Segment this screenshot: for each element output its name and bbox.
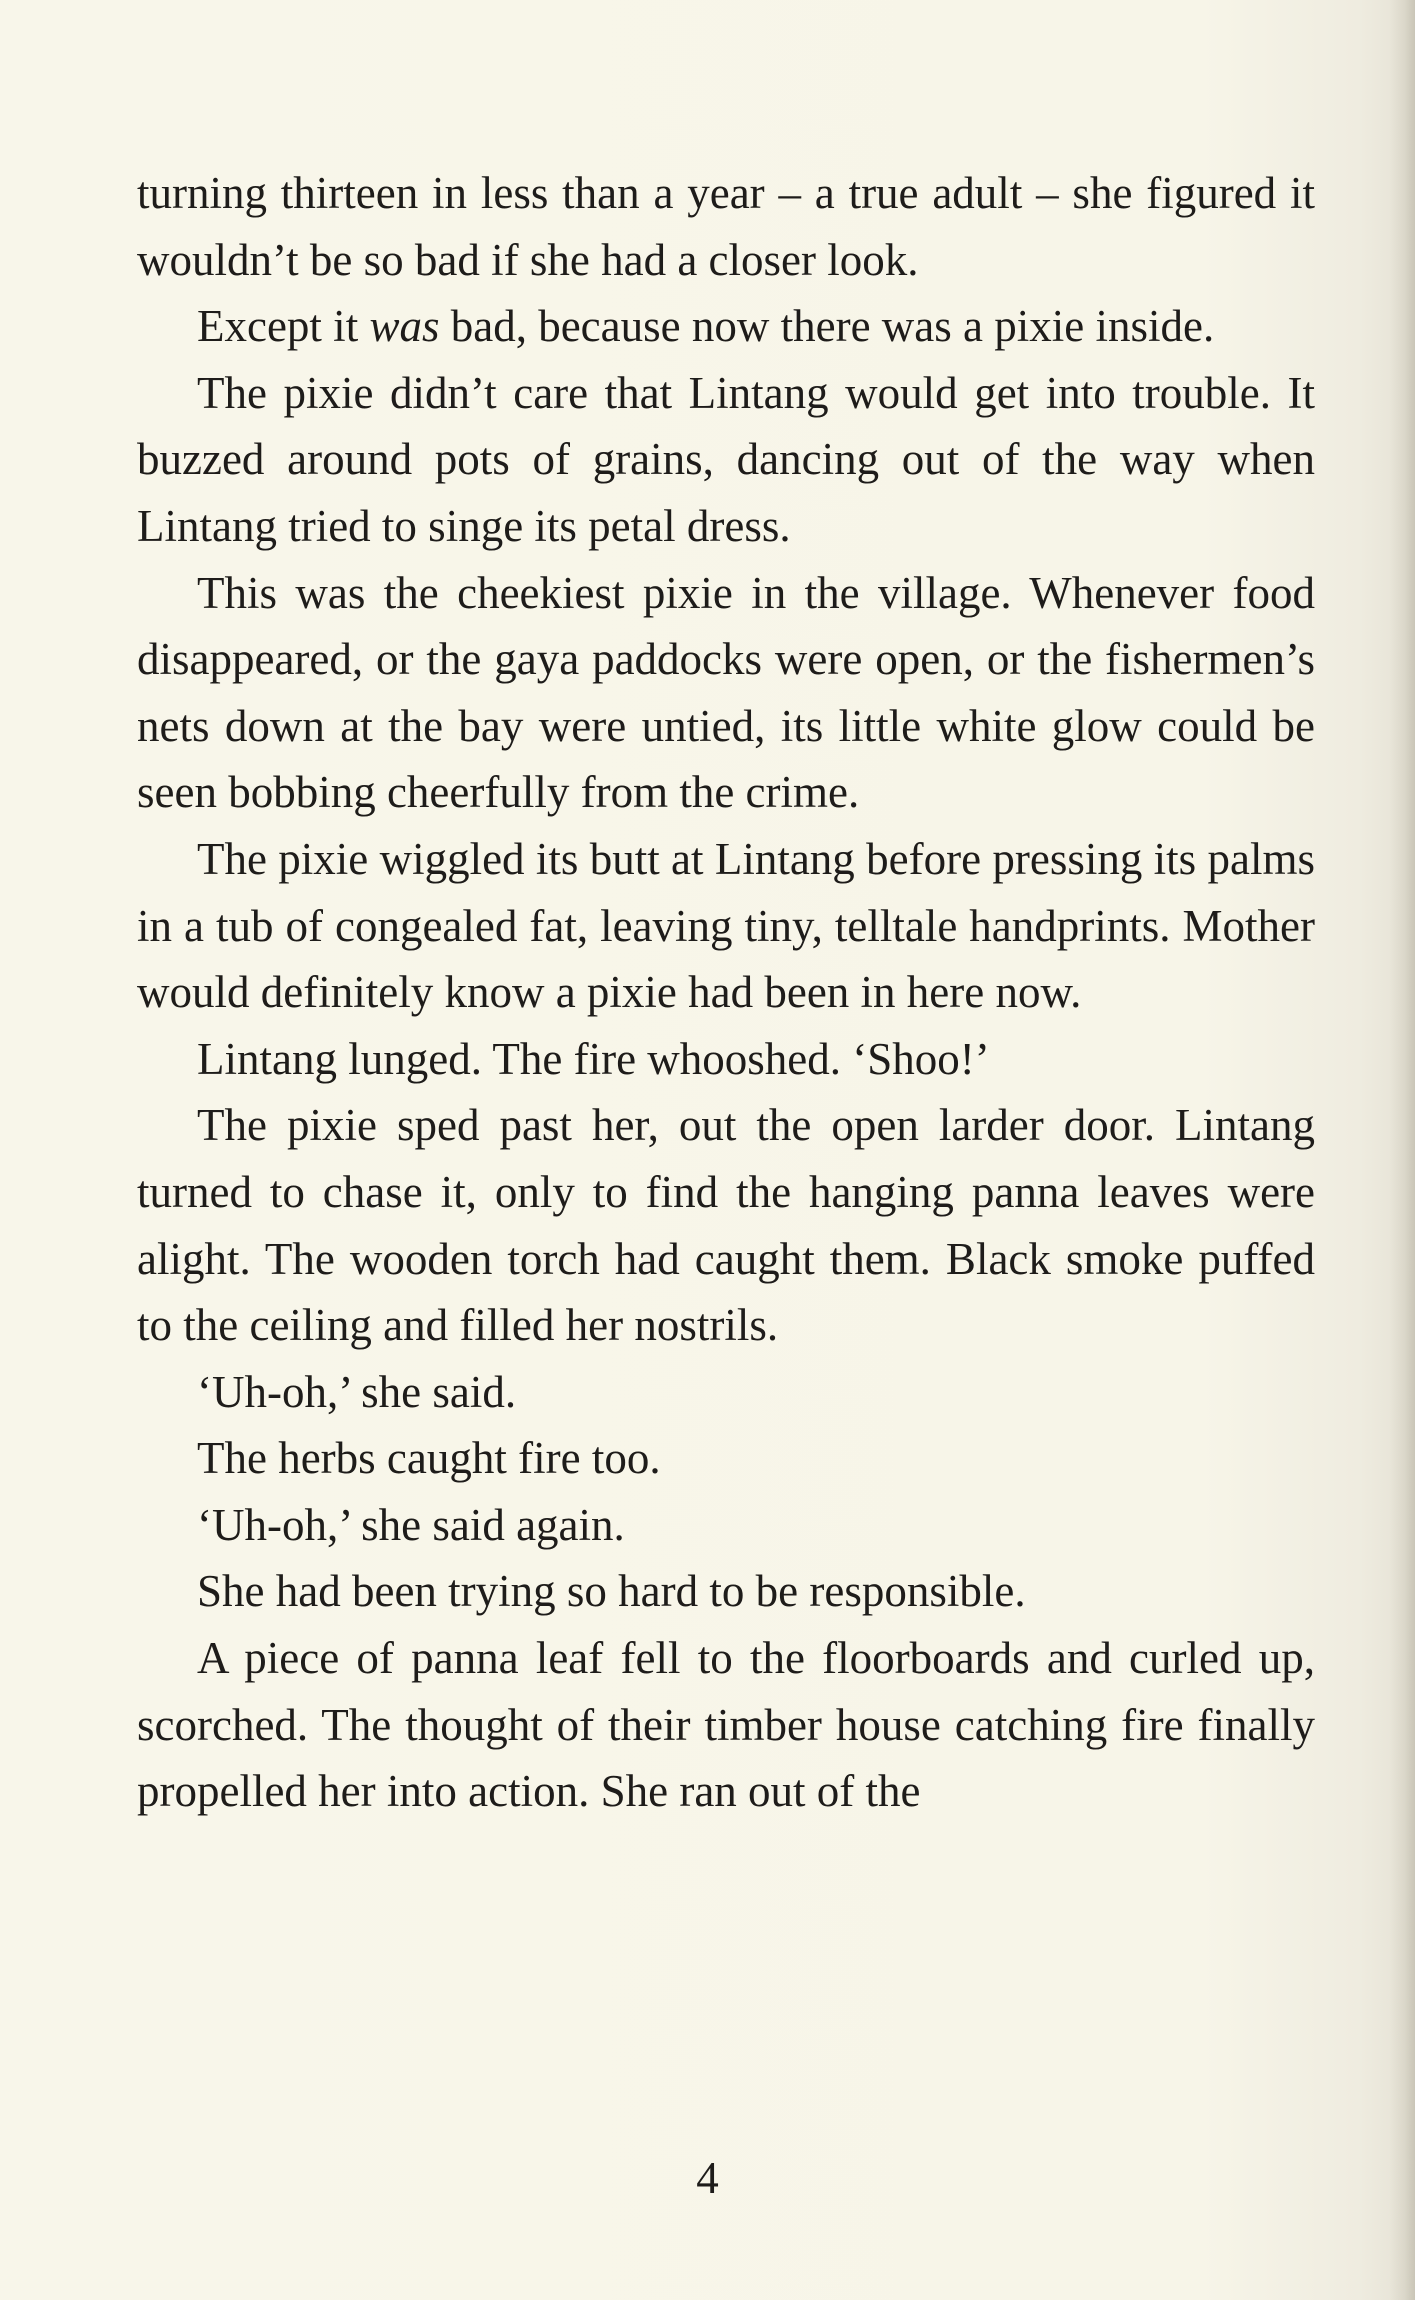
- paragraph-2-rest: bad, because now there was a pixie inside.: [439, 301, 1215, 352]
- paragraph-9: The herbs caught fire too.: [197, 1433, 661, 1484]
- paragraph-12: A piece of panna leaf fell to the floorboards and curled up, scorched. The thought of their timber house catching fire finally propelled her into action. She ran out of the: [137, 1633, 1315, 1817]
- emphasis-was: was: [369, 301, 440, 352]
- paragraph-5: The pixie wiggled its butt at Lintang before pressing its palms in a tub of congealed fat, leaving tiny, telltale handprints. Mother would definitely know a pixie had been in here now.: [137, 833, 1315, 1018]
- paragraph-10: ‘Uh-oh,’ she said again.: [197, 1499, 625, 1550]
- paragraph-6: Lintang lunged. The fire whooshed. ‘Shoo!’: [197, 1033, 990, 1084]
- paragraph-4: This was the cheekiest pixie in the village. Whenever food disappeared, or the gaya paddocks were open, or the fishermen’s nets down at the bay were untied, its little white glow could be seen bobbing cheerfully from the crime.: [137, 567, 1315, 818]
- body-text: [137, 160, 1315, 1825]
- paragraph-7: The pixie sped past her, out the open larder door. Lintang turned to chase it, only to find the hanging panna leaves were alight. The wooden torch had caught them. Black smoke puffed to the ceiling and filled her nostrils.: [137, 1100, 1315, 1351]
- paragraph-3: The pixie didn’t care that Lintang would get into trouble. It buzzed around pots of grains, dancing out of the way when Lintang tried to singe its petal dress.: [137, 367, 1315, 551]
- paragraph-11: She had been trying so hard to be responsible.: [197, 1566, 1026, 1617]
- paragraph-2-lead: Except it: [197, 301, 370, 352]
- paragraph-8: ‘Uh-oh,’ she said.: [197, 1366, 517, 1417]
- paragraph-1: turning thirteen in less than a year – a true adult – she figured it wouldn’t be so bad if she had a closer look.: [137, 168, 1315, 285]
- paragraph-2: [137, 293, 1315, 360]
- page-edge-shadow: [1389, 0, 1415, 2300]
- page-number: 4: [696, 2153, 719, 2203]
